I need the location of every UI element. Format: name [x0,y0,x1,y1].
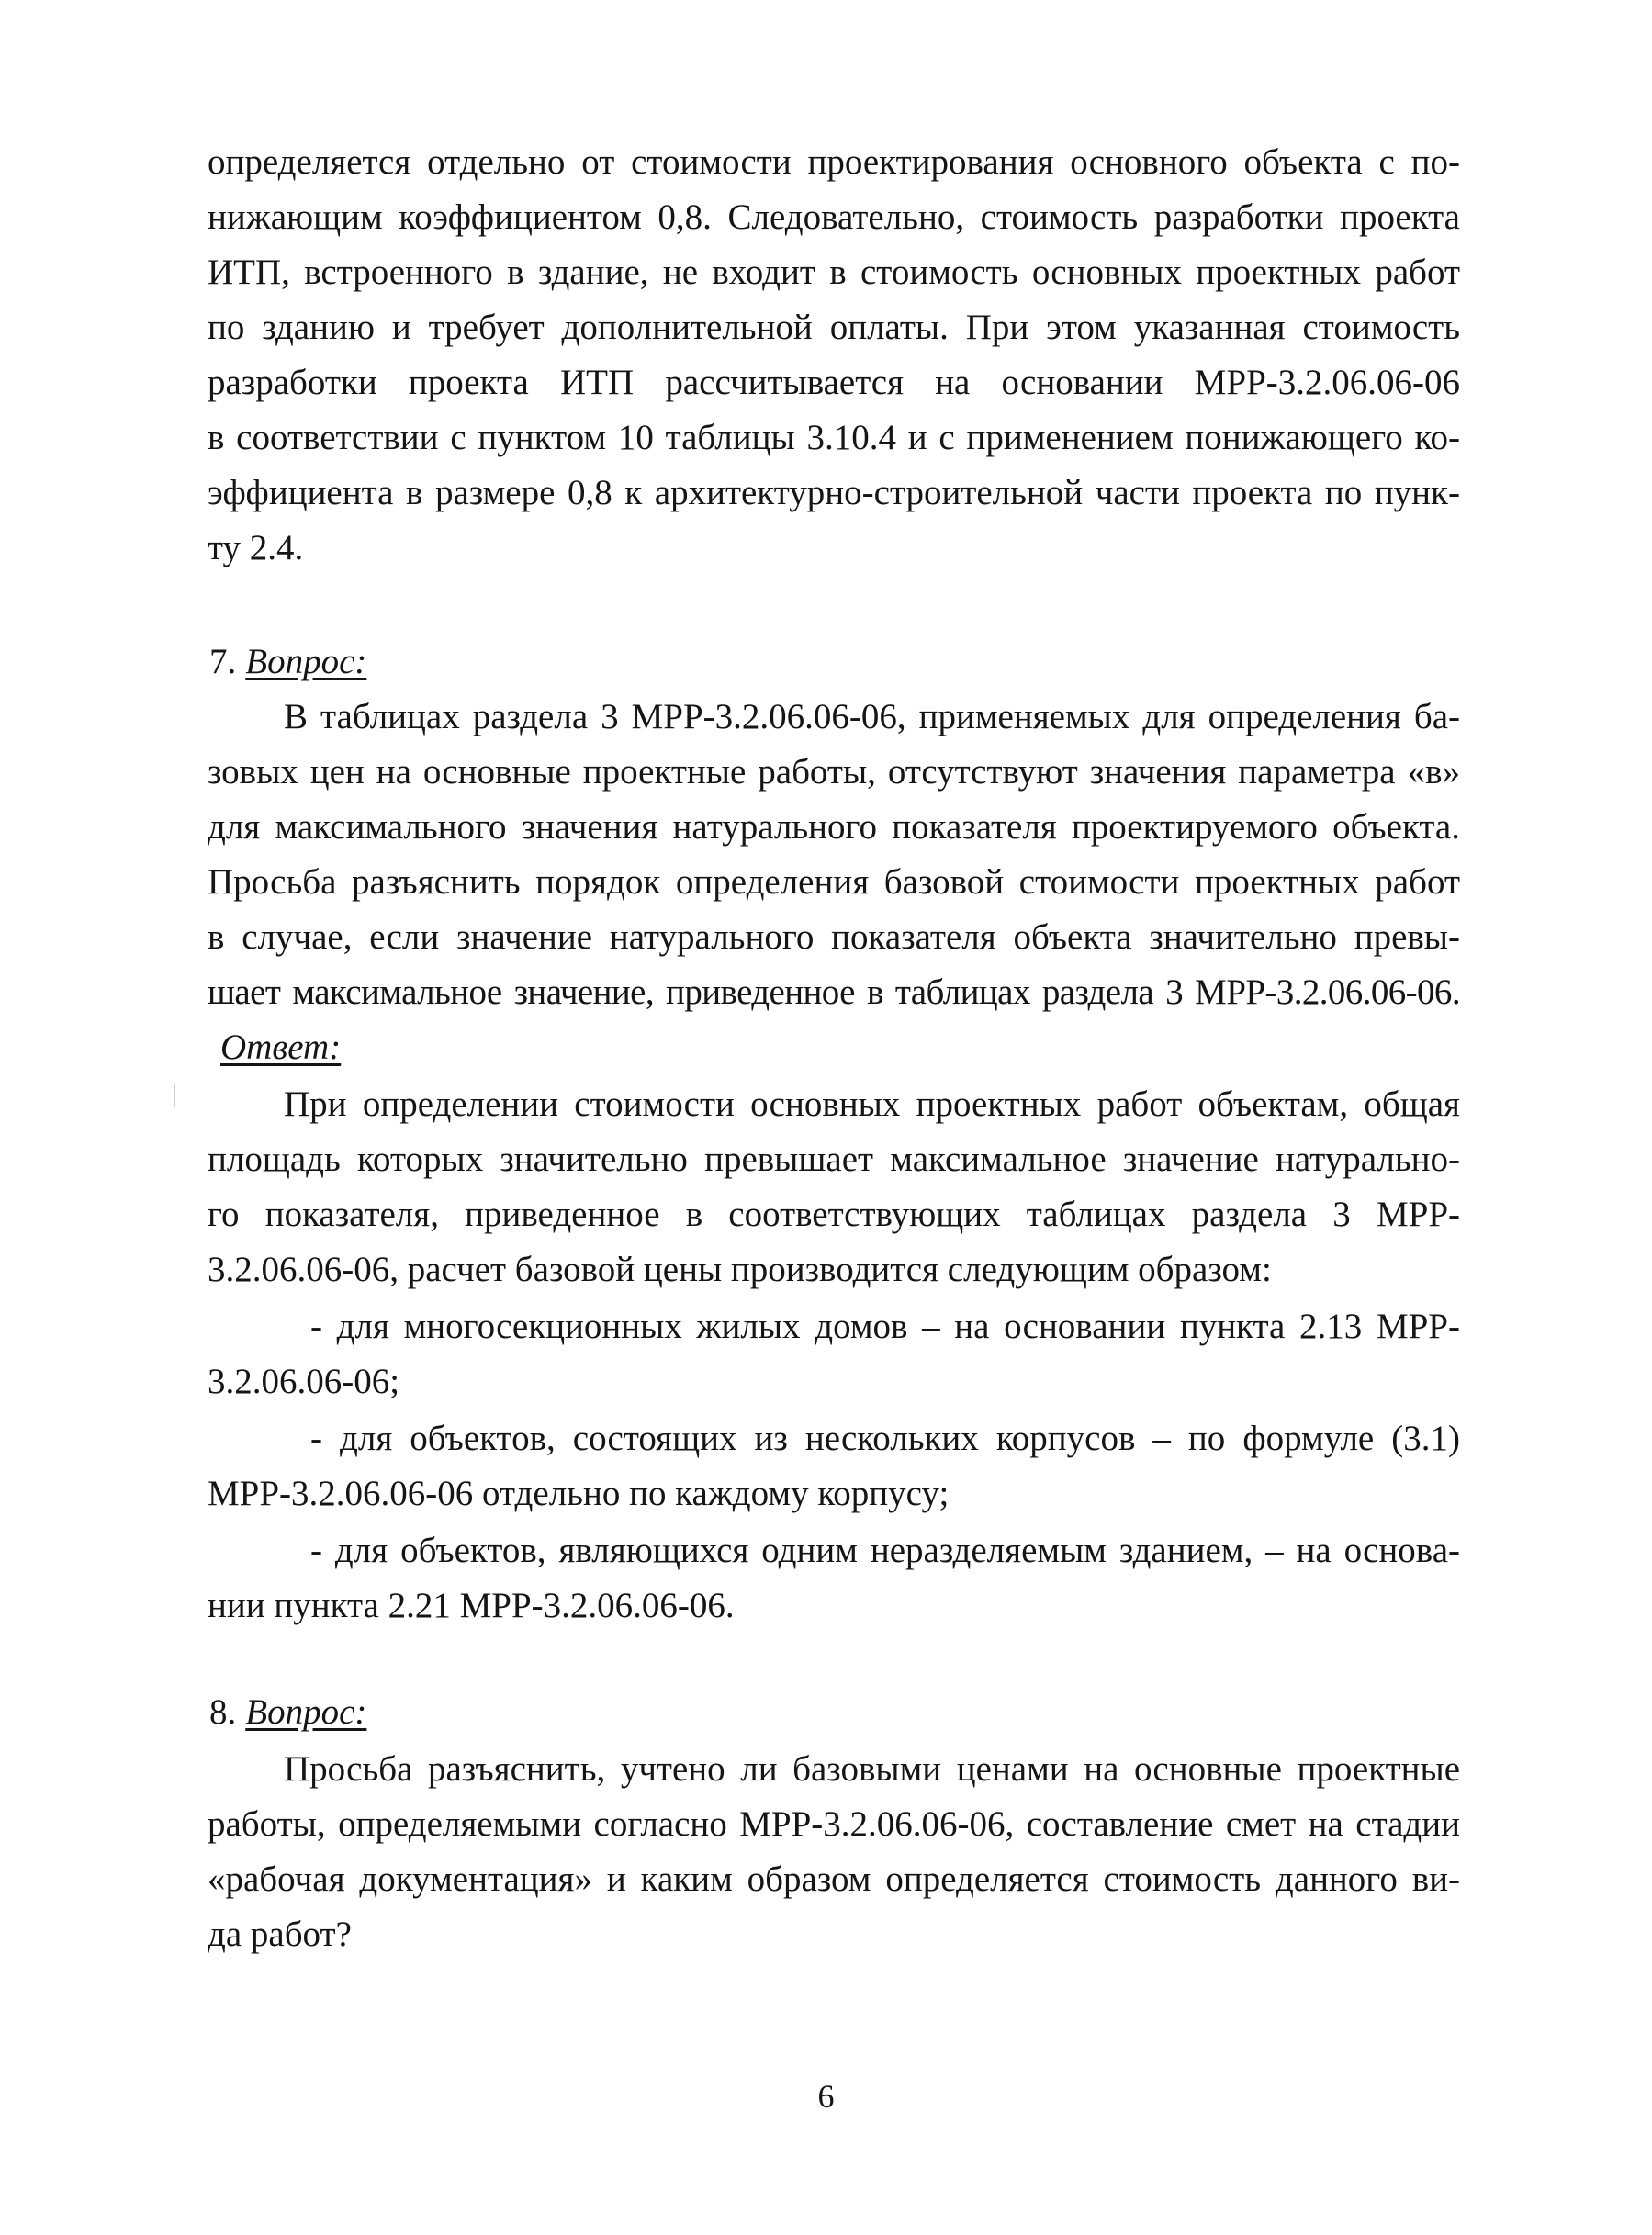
text-line: для максимального значения натурального показателя проектируемого объекта. [208,807,1460,847]
text-line: 3.2.06.06-06; [208,1362,400,1401]
text-line: 3.2.06.06-06, расчет базовой цены производится следующим образом: [208,1250,1272,1289]
text-line: работы, определяемыми согласно МРР-3.2.06.06-06, составление смет на стадии [208,1804,1460,1844]
question-7-heading [209,641,366,683]
text-line: нии пункта 2.21 МРР-3.2.06.06-06. [208,1586,735,1625]
list-item: - для объектов, состоящих из нескольких корпусов – по формуле (3.1) [310,1419,1460,1458]
text-line: шает максимальное значение, приведенное в таблицах раздела 3 МРР-3.2.06.06-06. [208,972,1460,1012]
text-line: в случае, если значение натурального показателя объекта значительно превы- [208,917,1460,957]
text-line: эффициента в размере 0,8 к архитектурно-строительной части проекта по пунк- [208,473,1460,512]
text-line: ИТП, встроенного в здание, не входит в стоимость основных проектных работ [208,253,1460,292]
page-number: 6 [817,2078,835,2115]
question-8-heading [209,1691,366,1734]
text-line: нижающим коэффициентом 0,8. Следовательно, стоимость разработки проекта [208,197,1460,237]
text-line: определяется отдельно от стоимости проектирования основного объекта с по- [208,142,1460,182]
text-line: в соответствии с пунктом 10 таблицы 3.10.4 и с применением понижающего ко- [208,418,1460,457]
text-line: ту 2.4. [208,528,304,567]
text-line: го показателя, приведенное в соответствующих таблицах раздела 3 МРР- [208,1195,1460,1234]
question-number: 8. [209,1692,237,1732]
text-line: В таблицах раздела 3 МРР-3.2.06.06-06, применяемых для определения ба- [284,697,1460,736]
text-line: «рабочая документация» и каким образом определяется стоимость данного ви- [208,1859,1460,1899]
text-line: Просьба разъяснить, учтено ли базовыми ценами на основные проектные [284,1749,1460,1789]
answer-label: Ответ: [220,1028,342,1067]
scan-artifact [174,1084,175,1107]
text-line: по зданию и требует дополнительной оплаты. При этом указанная стоимость [208,308,1460,347]
text-line: При определении стоимости основных проектных работ объектам, общая [284,1084,1460,1124]
text-line: да работ? [208,1915,352,1954]
question-label: Вопрос: [245,1692,367,1732]
list-item: - для многосекционных жилых домов – на основании пункта 2.13 МРР- [310,1307,1460,1346]
question-label: Вопрос: [245,642,367,681]
list-item: - для объектов, являющихся одним неразделяемым зданием, – на основа- [310,1531,1460,1570]
question-number: 7. [209,642,237,681]
text-line: зовых цен на основные проектные работы, отсутствуют значения параметра «в» [208,752,1460,792]
text-line: Просьба разъяснить порядок определения базовой стоимости проектных работ [208,862,1460,902]
text-line: разработки проекта ИТП рассчитывается на основании МРР-3.2.06.06-06 [208,363,1460,402]
text-line: площадь которых значительно превышает максимальное значение натурально- [208,1140,1460,1179]
text-line: МРР-3.2.06.06-06 отдельно по каждому корпусу; [208,1474,950,1513]
